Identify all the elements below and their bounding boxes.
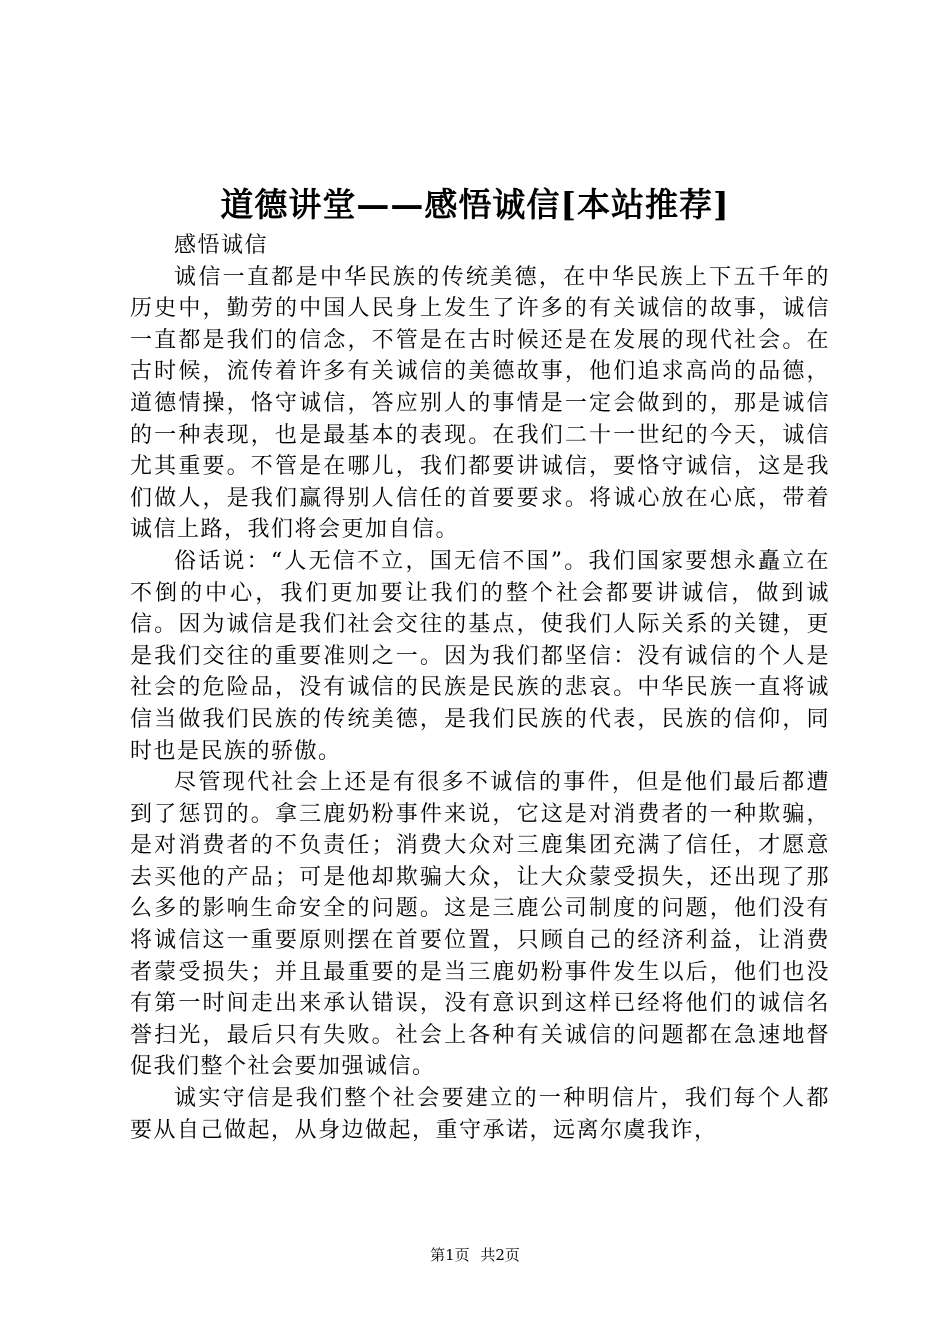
page-footer [0, 1240, 950, 1270]
document-subtitle: 感悟诚信 [174, 233, 269, 258]
document-title: 道德讲堂——感悟诚信[本站推荐] [220, 185, 730, 224]
paragraph: 诚信一直都是中华民族的传统美德，在中华民族上下五千年的历史中，勤劳的中国人民身上发生了许多的有关诚信的故事，诚信一直都是我们的信念，不管是在古时候还是在发展的现代社会。在古时候，流传着许多有关诚信的美德故事，他们追求高尚的品德，道德情操，恪守诚信，答应别人的事情是一定会做到的，那是诚信的一种表现，也是最基本的表现。在我们二十一世纪的今天，诚信尤其重要。不管是在哪儿，我们都要讲诚信，要恪守诚信，这是我们做人，是我们赢得别人信任的首要要求。将诚心放在心底，带着诚信上路，我们将会更加自信。 [130, 264, 830, 543]
paragraph: 俗话说：“人无信不立，国无信不国”。我们国家要想永矗立在不倒的中心，我们更加要让我们的整个社会都要讲诚信，做到诚信。因为诚信是我们社会交往的基点，使我们人际关系的关键，更是我们交往的重要准则之一。因为我们都坚信：没有诚信的个人是社会的危险品，没有诚信的民族是民族的悲哀。中华民族一直将诚信当做我们民族的传统美德，是我们民族的代表，民族的信仰，同时也是民族的骄傲。 [130, 548, 830, 764]
document-body [130, 230, 830, 1146]
page-number: 第1页 [430, 1246, 470, 1264]
paragraph: 诚实守信是我们整个社会要建立的一种明信片，我们每个人都要从自己做起，从身边做起，重守承诺，远离尔虞我诈， [130, 1086, 830, 1143]
page-count: 共2页 [480, 1246, 520, 1264]
paragraph: 尽管现代社会上还是有很多不诚信的事件，但是他们最后都遭到了惩罚的。拿三鹿奶粉事件来说，它这是对消费者的一种欺骗，是对消费者的不负责任；消费大众对三鹿集团充满了信任，才愿意去买他的产品；可是他却欺骗大众，让大众蒙受损失，还出现了那么多的影响生命安全的问题。这是三鹿公司制度的问题，他们没有将诚信这一重要原则摆在首要位置，只顾自己的经济利益，让消费者蒙受损失；并且最重要的是当三鹿奶粉事件发生以后，他们也没有第一时间走出来承认错误，没有意识到这样已经将他们的诚信名誉扫光，最后只有失败。社会上各种有关诚信的问题都在急速地督促我们整个社会要加强诚信。 [130, 770, 830, 1080]
